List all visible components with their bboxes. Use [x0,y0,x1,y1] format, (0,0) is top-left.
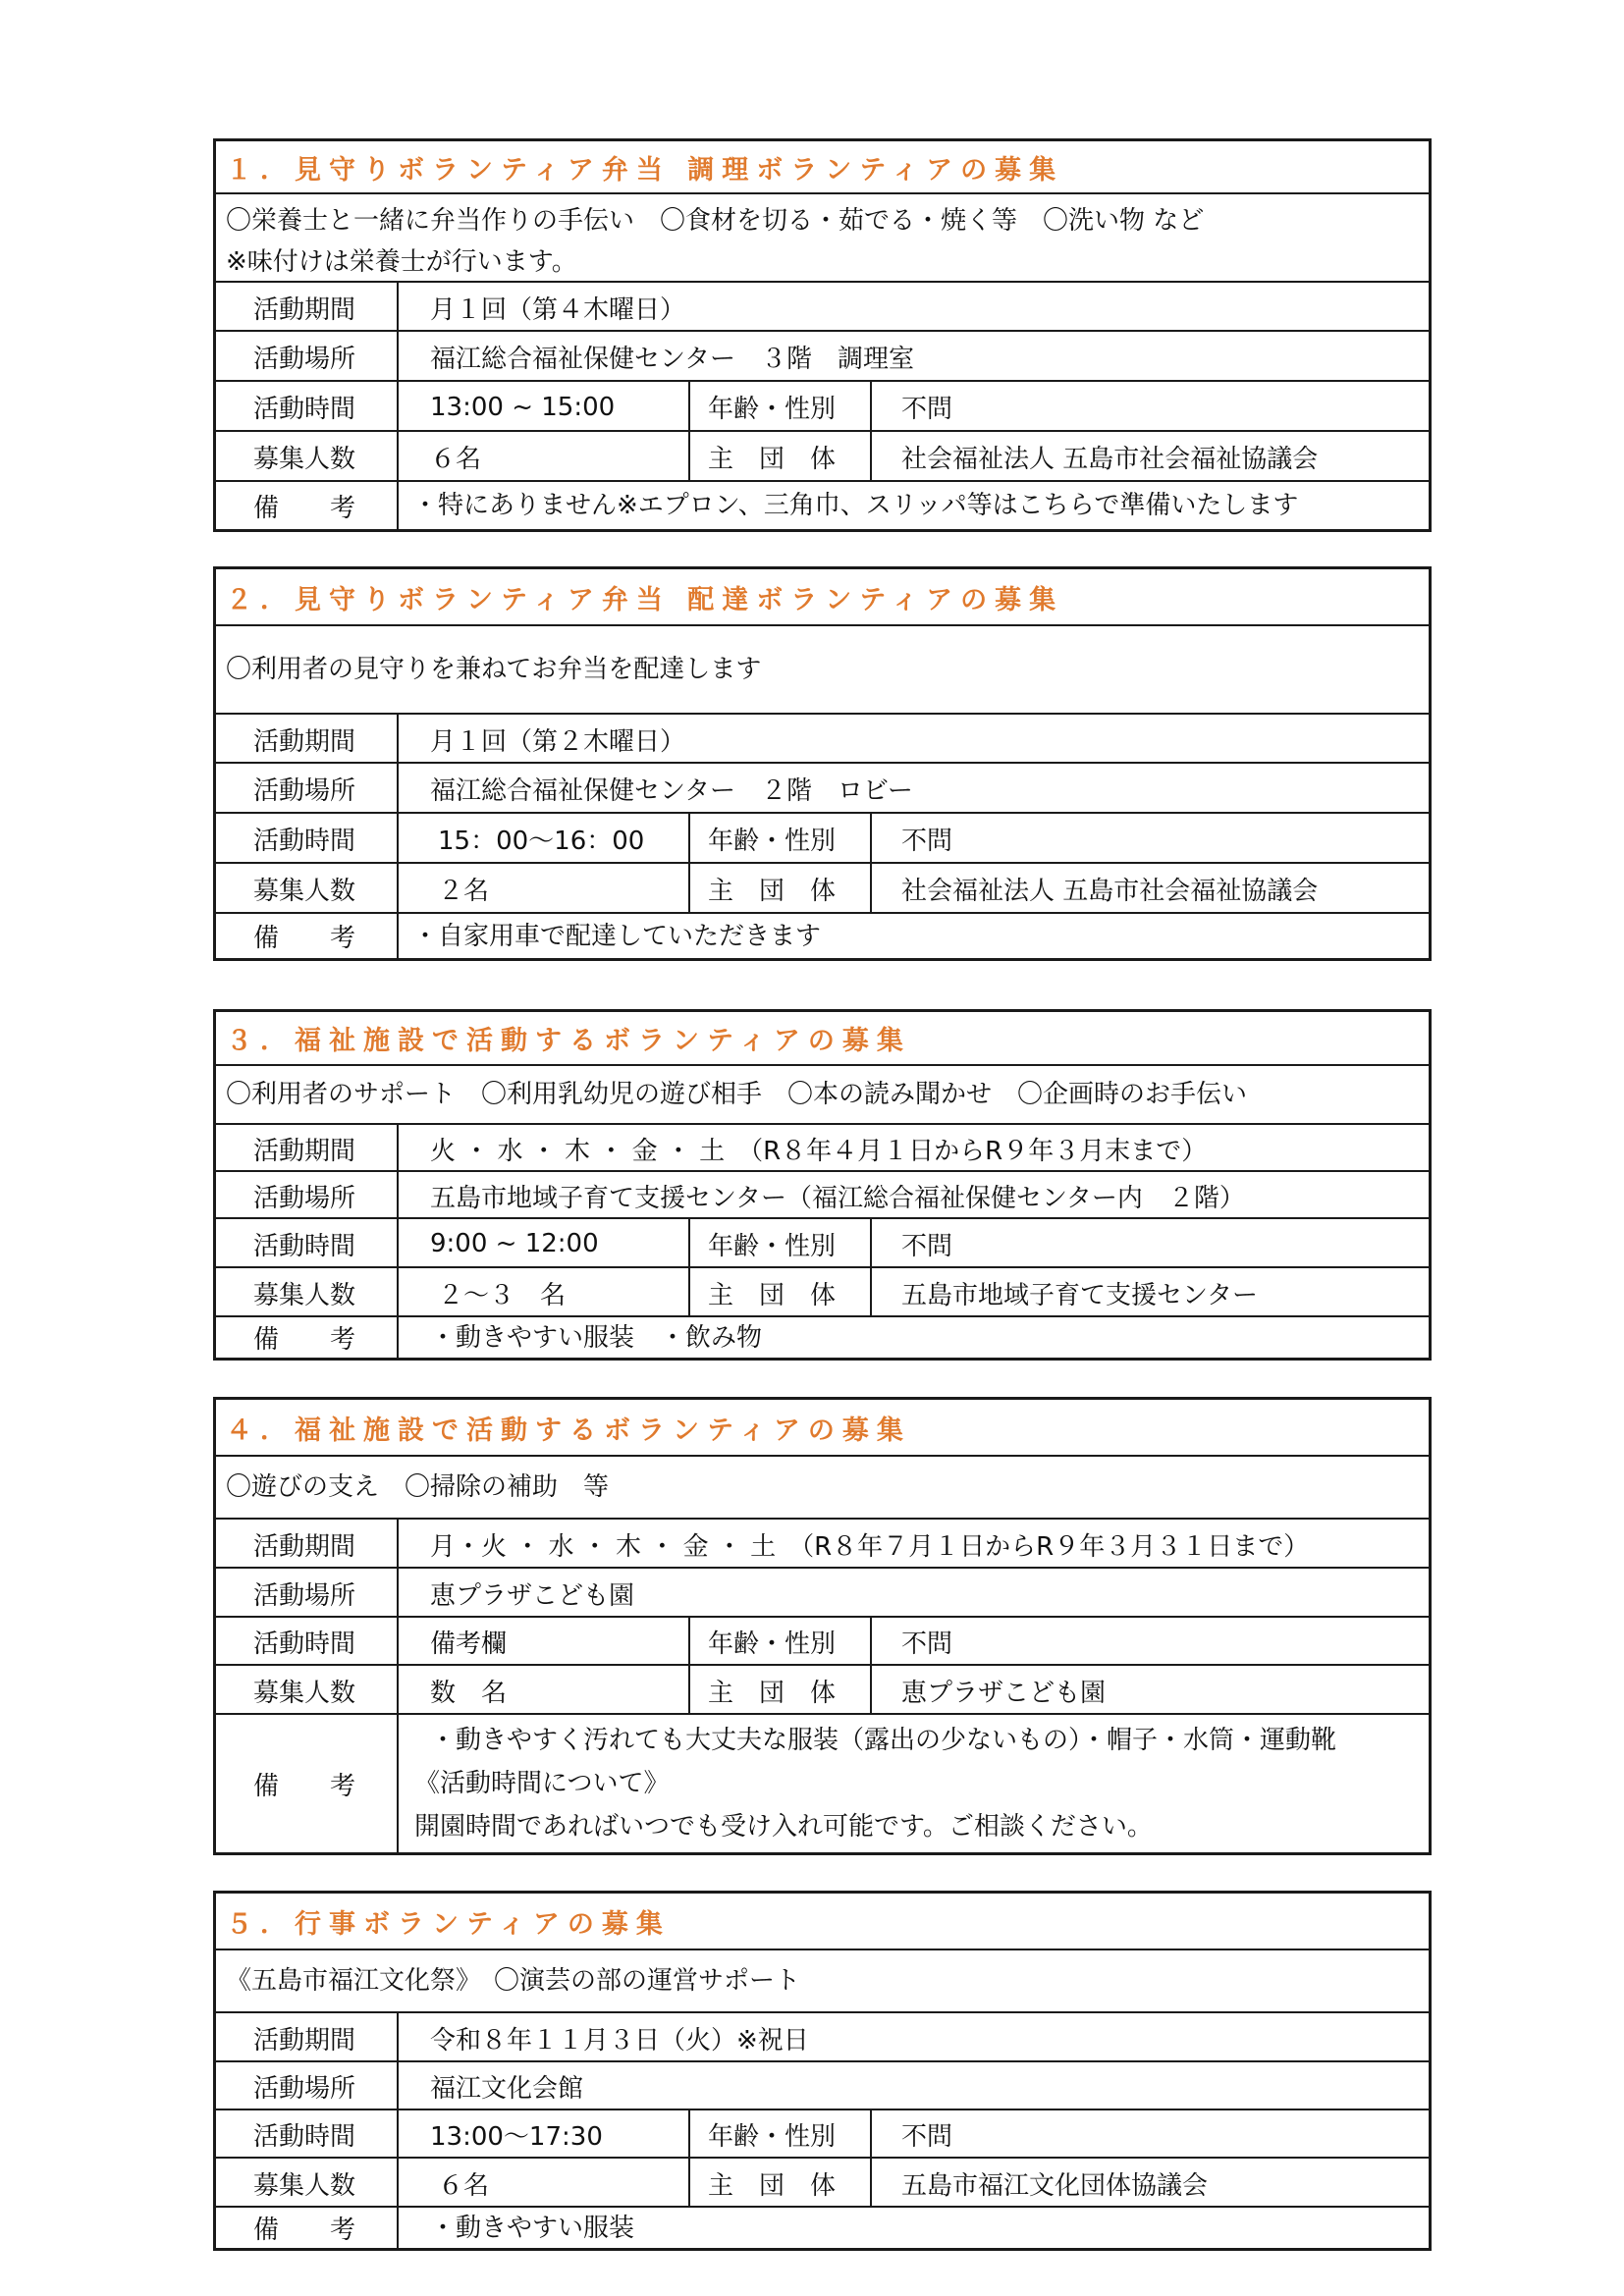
row-time [216,812,1429,864]
label-time: 活動時間 [216,814,399,864]
row-remarks [216,2206,1429,2248]
value-age-gender: 不問 [901,827,953,856]
value-remarks [401,1317,762,1358]
row-place [216,2060,1429,2110]
label-age-gender: 年齢・性別 [688,1618,872,1666]
description-line: 〇利用者の見守りを兼ねてお弁当を配達します [226,655,762,684]
value-count: ２名 [438,877,490,906]
section-description [216,1064,1429,1123]
label-count: 募集人数 [216,1666,399,1715]
label-count: 募集人数 [216,1268,399,1317]
value-age-gender: 不問 [901,395,953,424]
row-time [216,1217,1429,1268]
section-1 [213,138,1432,532]
label-period: 活動期間 [216,283,399,332]
value-remarks [401,914,821,958]
section-description [216,192,1429,281]
label-time: 活動時間 [216,1618,399,1666]
value-period: 月１回（第４木曜日） [430,294,686,325]
value-time: 備考欄 [430,1629,508,1659]
section-title: ３．福祉施設で活動するボランティアの募集 [226,1026,911,1056]
value-organizer: 五島市福江文化団体協議会 [901,2170,1209,2201]
label-remarks: 備 考 [216,914,399,958]
section-title: １．見守りボランティア弁当 調理ボランティアの募集 [226,154,1064,186]
value-place: 福江文化会館 [430,2074,584,2104]
row-place [216,762,1429,814]
value-organizer: 社会福祉法人 五島市社会福祉協議会 [901,445,1319,474]
label-age-gender: 年齢・性別 [688,2110,872,2159]
label-place: 活動場所 [216,1172,399,1219]
row-time [216,380,1429,432]
section-description [216,624,1429,713]
value-place: 恵プラザこども園 [430,1580,635,1611]
label-place: 活動場所 [216,332,399,382]
value-count: ２～３ 名 [438,1280,567,1310]
value-period: 令和８年１１月３日（火）※祝日 [430,2025,809,2056]
row-count [216,1266,1429,1317]
label-period: 活動期間 [216,1520,399,1569]
section-title: ２．見守りボランティア弁当 配達ボランティアの募集 [226,584,1064,615]
description-line: 《五島市福江文化祭》 〇演芸の部の運営サポート [226,1966,801,1996]
value-count: ６名 [438,2170,490,2201]
label-period: 活動期間 [216,2013,399,2062]
row-remarks [216,480,1429,529]
row-period [216,1123,1429,1172]
row-place [216,1567,1429,1618]
row-count [216,862,1429,914]
section-3 [213,1009,1432,1361]
label-count: 募集人数 [216,864,399,914]
row-count [216,430,1429,482]
value-organizer: 社会福祉法人 五島市社会福祉協議会 [901,877,1319,906]
row-remarks [216,1315,1429,1358]
row-place [216,1170,1429,1219]
value-age-gender: 不問 [901,2122,953,2152]
label-place: 活動場所 [216,1569,399,1618]
description-line: 〇栄養士と一緒に弁当作りの手伝い 〇食材を切る・茹でる・焼く等 〇洗い物 など [226,206,1205,236]
label-place: 活動場所 [216,764,399,814]
label-organizer: 主 団 体 [688,1268,872,1317]
label-time: 活動時間 [216,2110,399,2159]
label-age-gender: 年齢・性別 [688,1219,872,1268]
row-time [216,1616,1429,1666]
section-description [216,1949,1429,2011]
remarks-line: ・特にありません※エプロン、三角巾、スリッパ等はこちらで準備いたします [412,491,1299,520]
description-line: 〇遊びの支え 〇掃除の補助 等 [226,1472,610,1502]
value-age-gender: 不問 [901,1629,953,1659]
label-organizer: 主 団 体 [688,2159,872,2208]
label-remarks: 備 考 [216,1317,399,1358]
value-period: 月１回（第２木曜日） [430,726,686,757]
label-period: 活動期間 [216,715,399,764]
label-period: 活動期間 [216,1125,399,1172]
value-organizer: 五島市地域子育て支援センター [901,1280,1258,1310]
section-5 [213,1891,1432,2251]
label-organizer: 主 団 体 [688,432,872,482]
label-age-gender: 年齢・性別 [688,382,872,432]
value-remarks [401,482,1298,529]
row-place [216,330,1429,382]
section-title: ４．福祉施設で活動するボランティアの募集 [226,1415,911,1446]
label-remarks: 備 考 [216,482,399,529]
value-place: 福江総合福祉保健センター ２階 ロビー [430,776,913,806]
value-organizer: 恵プラザこども園 [901,1678,1107,1708]
label-time: 活動時間 [216,382,399,432]
remarks-line: 《活動時間について》 [414,1769,670,1798]
row-period [216,713,1429,764]
label-count: 募集人数 [216,432,399,482]
row-time [216,2109,1429,2159]
label-place: 活動場所 [216,2062,399,2110]
description-line: 〇利用者のサポート 〇利用乳幼児の遊び相手 〇本の読み聞かせ 〇企画時のお手伝い [226,1080,1248,1109]
value-time: 15：00～16：00 [438,827,645,856]
label-count: 募集人数 [216,2159,399,2208]
section-description [216,1455,1429,1518]
value-time: 9:00 ~ 12:00 [430,1229,599,1258]
value-time: 13:00 ~ 15:00 [430,392,616,422]
row-period [216,281,1429,332]
section-2 [213,566,1432,961]
remarks-line: ・動きやすい服装 [430,2213,635,2243]
value-age-gender: 不問 [901,1231,953,1261]
row-remarks [216,1713,1429,1852]
description-line: ※味付けは栄養士が行います。 [226,247,577,277]
row-count [216,2157,1429,2208]
label-organizer: 主 団 体 [688,864,872,914]
row-period [216,1518,1429,1569]
value-place: 福江総合福祉保健センター ３階 調理室 [430,345,914,374]
section-4 [213,1397,1432,1855]
value-period: 月・火 ・ 水 ・ 木 ・ 金 ・ 土 （R８年７月１日からR９年３月３１日まで） [430,1531,1310,1562]
value-count: 数 名 [430,1678,508,1708]
row-period [216,2011,1429,2062]
value-remarks [401,1715,1336,1852]
value-count: ６名 [430,445,482,474]
label-remarks: 備 考 [216,1715,399,1852]
value-place: 五島市地域子育て支援センター（福江総合福祉保健センター内 ２階） [430,1183,1245,1213]
remarks-line: ・自家用車で配達していただきます [412,921,822,951]
label-time: 活動時間 [216,1219,399,1268]
value-period: 火 ・ 水 ・ 木 ・ 金 ・ 土 （R８年４月１日からR９年３月末まで） [430,1136,1208,1166]
section-title: ５．行事ボランティアの募集 [226,1908,671,1940]
label-organizer: 主 団 体 [688,1666,872,1715]
remarks-line: 開園時間であればいつでも受け入れ可能です。ご相談ください。 [414,1812,1153,1842]
value-remarks [401,2208,634,2248]
row-remarks [216,912,1429,958]
remarks-line: ・動きやすく汚れても大丈夫な服装（露出の少ないもの）・帽子・水筒・運動靴 [430,1726,1337,1755]
row-count [216,1664,1429,1715]
value-time: 13:00～17:30 [430,2122,603,2152]
label-age-gender: 年齢・性別 [688,814,872,864]
label-remarks: 備 考 [216,2208,399,2248]
remarks-line: ・動きやすい服装 ・飲み物 [430,1322,763,1353]
